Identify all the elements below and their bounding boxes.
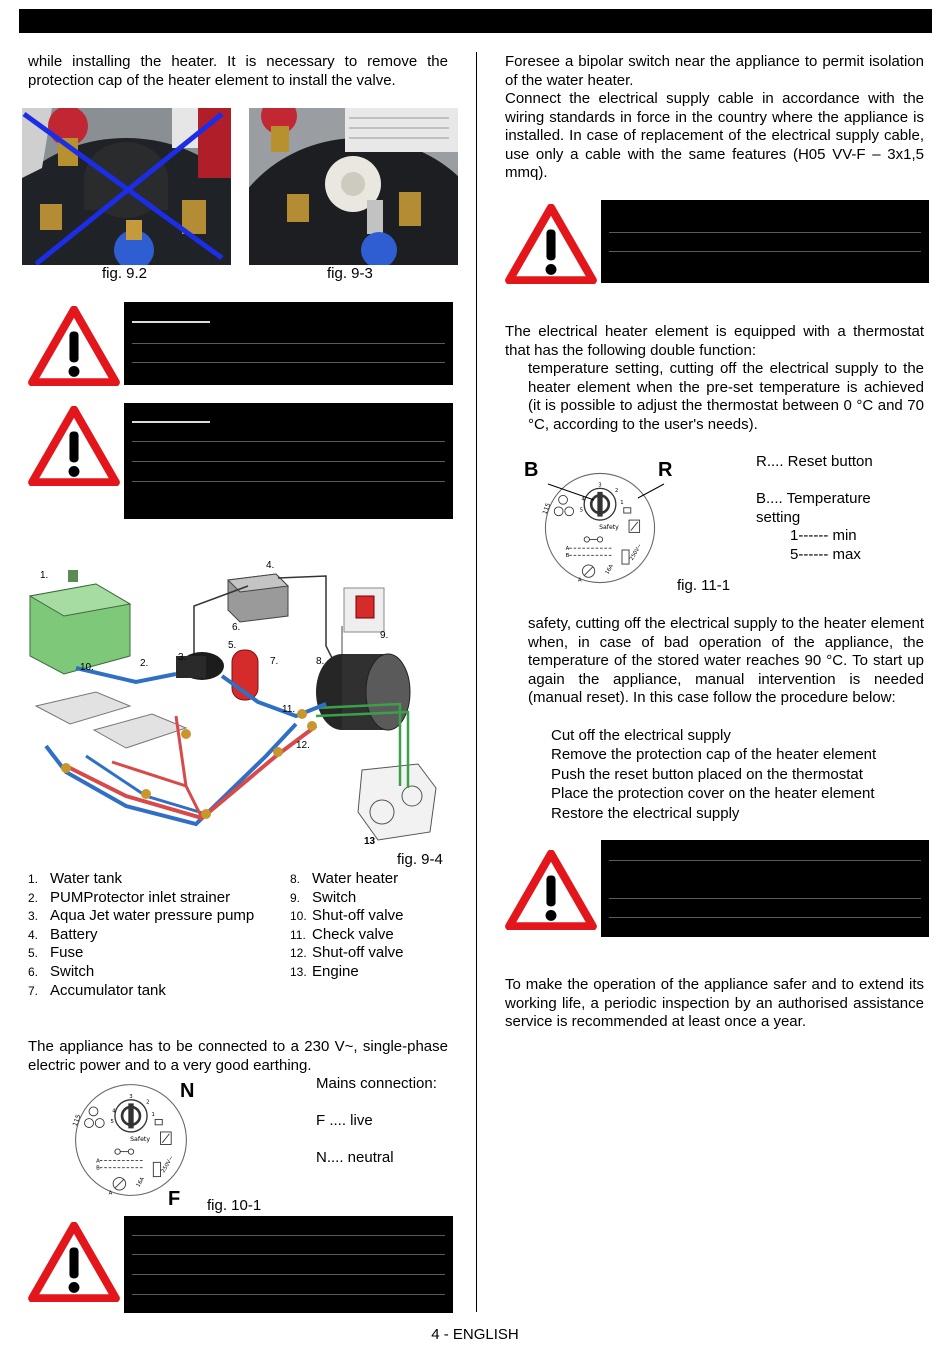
warning-icon-4 bbox=[505, 204, 597, 284]
label-f: F bbox=[168, 1188, 181, 1210]
reset-button-legend: R.... Reset button bbox=[756, 453, 873, 470]
list-item: 9. Switch bbox=[290, 888, 357, 906]
diagram-label-3: 3. bbox=[178, 652, 187, 663]
fig-11-1-caption: fig. 11-1 bbox=[677, 577, 731, 594]
diagram-label-5: 5. bbox=[228, 640, 237, 651]
diagram-label-6: 6. bbox=[232, 622, 241, 633]
list-item: 3. Aqua Jet water pressure pump bbox=[28, 907, 255, 925]
warning-box-5 bbox=[601, 840, 929, 937]
electrical-connection-paragraph: The appliance has to be connected to a 230 V~, single-phase electric power and to a very good earthing. bbox=[28, 1038, 448, 1074]
reset-procedure-list bbox=[551, 727, 876, 824]
list-item: Restore the electrical supply bbox=[551, 804, 740, 822]
parts-list-right bbox=[290, 870, 450, 982]
list-item: 1. Water tank bbox=[28, 870, 122, 887]
list-item: 2. PUMProtector inlet strainer bbox=[28, 888, 231, 906]
list-item: 11. Check valve bbox=[290, 925, 394, 943]
fig-10-1-caption: fig. 10-1 bbox=[207, 1197, 262, 1214]
parts-list-left bbox=[28, 870, 288, 1000]
page-footer: 4 - ENGLISH bbox=[431, 1326, 519, 1343]
fig-9-3-caption: fig. 9-3 bbox=[327, 265, 373, 282]
list-item: 7. Accumulator tank bbox=[28, 981, 166, 999]
photo-wrong-installation bbox=[22, 108, 231, 265]
mains-live-legend: F .... live bbox=[316, 1112, 373, 1129]
temperature-setting-legend: B.... Temperature setting bbox=[756, 490, 871, 526]
list-item: Push the reset button placed on the thermostat bbox=[551, 765, 863, 783]
diagram-label-9: 9. bbox=[380, 630, 389, 641]
maintenance-paragraph: To make the operation of the appliance safer and to extend its working life, a periodic inspection by an authorised assistance service is recommended at least once a year. bbox=[505, 976, 924, 1031]
diagram-label-1: 1. bbox=[40, 570, 49, 581]
supply-cable-paragraph: Connect the electrical supply cable in accordance with the wiring standards in force in the country where the appliance is installed. In case of replacement of the electrical supply cable, use only a cable with the same features (H05 VV-F – 3x1,5 mmq). bbox=[505, 90, 924, 182]
diagram-label-12: 12. bbox=[296, 740, 310, 751]
warning-box-4 bbox=[601, 200, 929, 283]
list-item: 4. Battery bbox=[28, 925, 98, 943]
warning-box-1 bbox=[124, 302, 453, 385]
list-item: Remove the protection cap of the heater element bbox=[551, 746, 877, 764]
warning-icon-5 bbox=[505, 850, 597, 930]
photo-correct-installation bbox=[249, 108, 458, 265]
label-n: N bbox=[180, 1080, 195, 1102]
warning-box-2 bbox=[124, 403, 453, 519]
list-item: Place the protection cover on the heater element bbox=[551, 785, 875, 803]
thermostat-mains-diagram bbox=[64, 1080, 198, 1200]
safety-paragraph: safety, cutting off the electrical supply to the heater element when, in case of bad operation of the appliance, the temperature of the stored water reaches 90 °C. To start up again the appliance, manual intervention is needed (manual reset). In this case follow the procedure below: bbox=[528, 615, 924, 707]
label-r: R bbox=[658, 459, 673, 481]
diagram-label-8: 8. bbox=[316, 656, 325, 667]
diagram-label-7: 7. bbox=[270, 656, 279, 667]
min-legend: 1------ min bbox=[790, 527, 857, 544]
list-item: 6. Switch bbox=[28, 962, 95, 980]
warning-icon-2 bbox=[28, 406, 120, 486]
list-item: 12. Shut-off valve bbox=[290, 944, 404, 962]
max-legend: 5------ max bbox=[790, 546, 861, 563]
diagram-label-13: 13 bbox=[364, 836, 376, 847]
warning-icon-1 bbox=[28, 306, 120, 386]
temperature-setting-paragraph: temperature setting, cutting off the electrical supply to the heater element when the pre-set temperature is achieved (it is possible to adjust the thermostat between 0 °C and 70 °C, according to the user's needs). bbox=[528, 360, 924, 433]
fig-9-2-caption: fig. 9.2 bbox=[102, 265, 148, 282]
list-item: 13. Engine bbox=[290, 962, 359, 980]
diagram-label-11: 11. bbox=[282, 704, 296, 715]
list-item: 10. Shut-off valve bbox=[290, 907, 404, 925]
list-item: 5. Fuse bbox=[28, 944, 84, 962]
warning-box-3 bbox=[124, 1216, 453, 1313]
mains-connection-title: Mains connection: bbox=[316, 1075, 437, 1092]
thermostat-paragraph: The electrical heater element is equipped with a thermostat that has the following double function: bbox=[505, 323, 924, 359]
installation-diagram bbox=[26, 556, 450, 848]
list-item: 8. Water heater bbox=[290, 870, 399, 887]
header-bar bbox=[19, 9, 932, 33]
fig-9-4-caption: fig. 9-4 bbox=[397, 851, 443, 868]
warning-icon-3 bbox=[28, 1222, 120, 1302]
diagram-label-4: 4. bbox=[266, 560, 275, 571]
bipolar-switch-paragraph: Foresee a bipolar switch near the appliance to permit isolation of the water heater. bbox=[505, 53, 924, 89]
diagram-label-2: 2. bbox=[140, 658, 149, 669]
column-divider bbox=[476, 52, 477, 1312]
diagram-label-10: 10. bbox=[80, 662, 94, 673]
intro-paragraph: while installing the heater. It is necessary to remove the protection cap of the heater element to install the valve. bbox=[28, 53, 448, 89]
mains-neutral-legend: N.... neutral bbox=[316, 1149, 394, 1166]
list-item: Cut off the electrical supply bbox=[551, 727, 731, 744]
label-b: B bbox=[524, 459, 539, 481]
